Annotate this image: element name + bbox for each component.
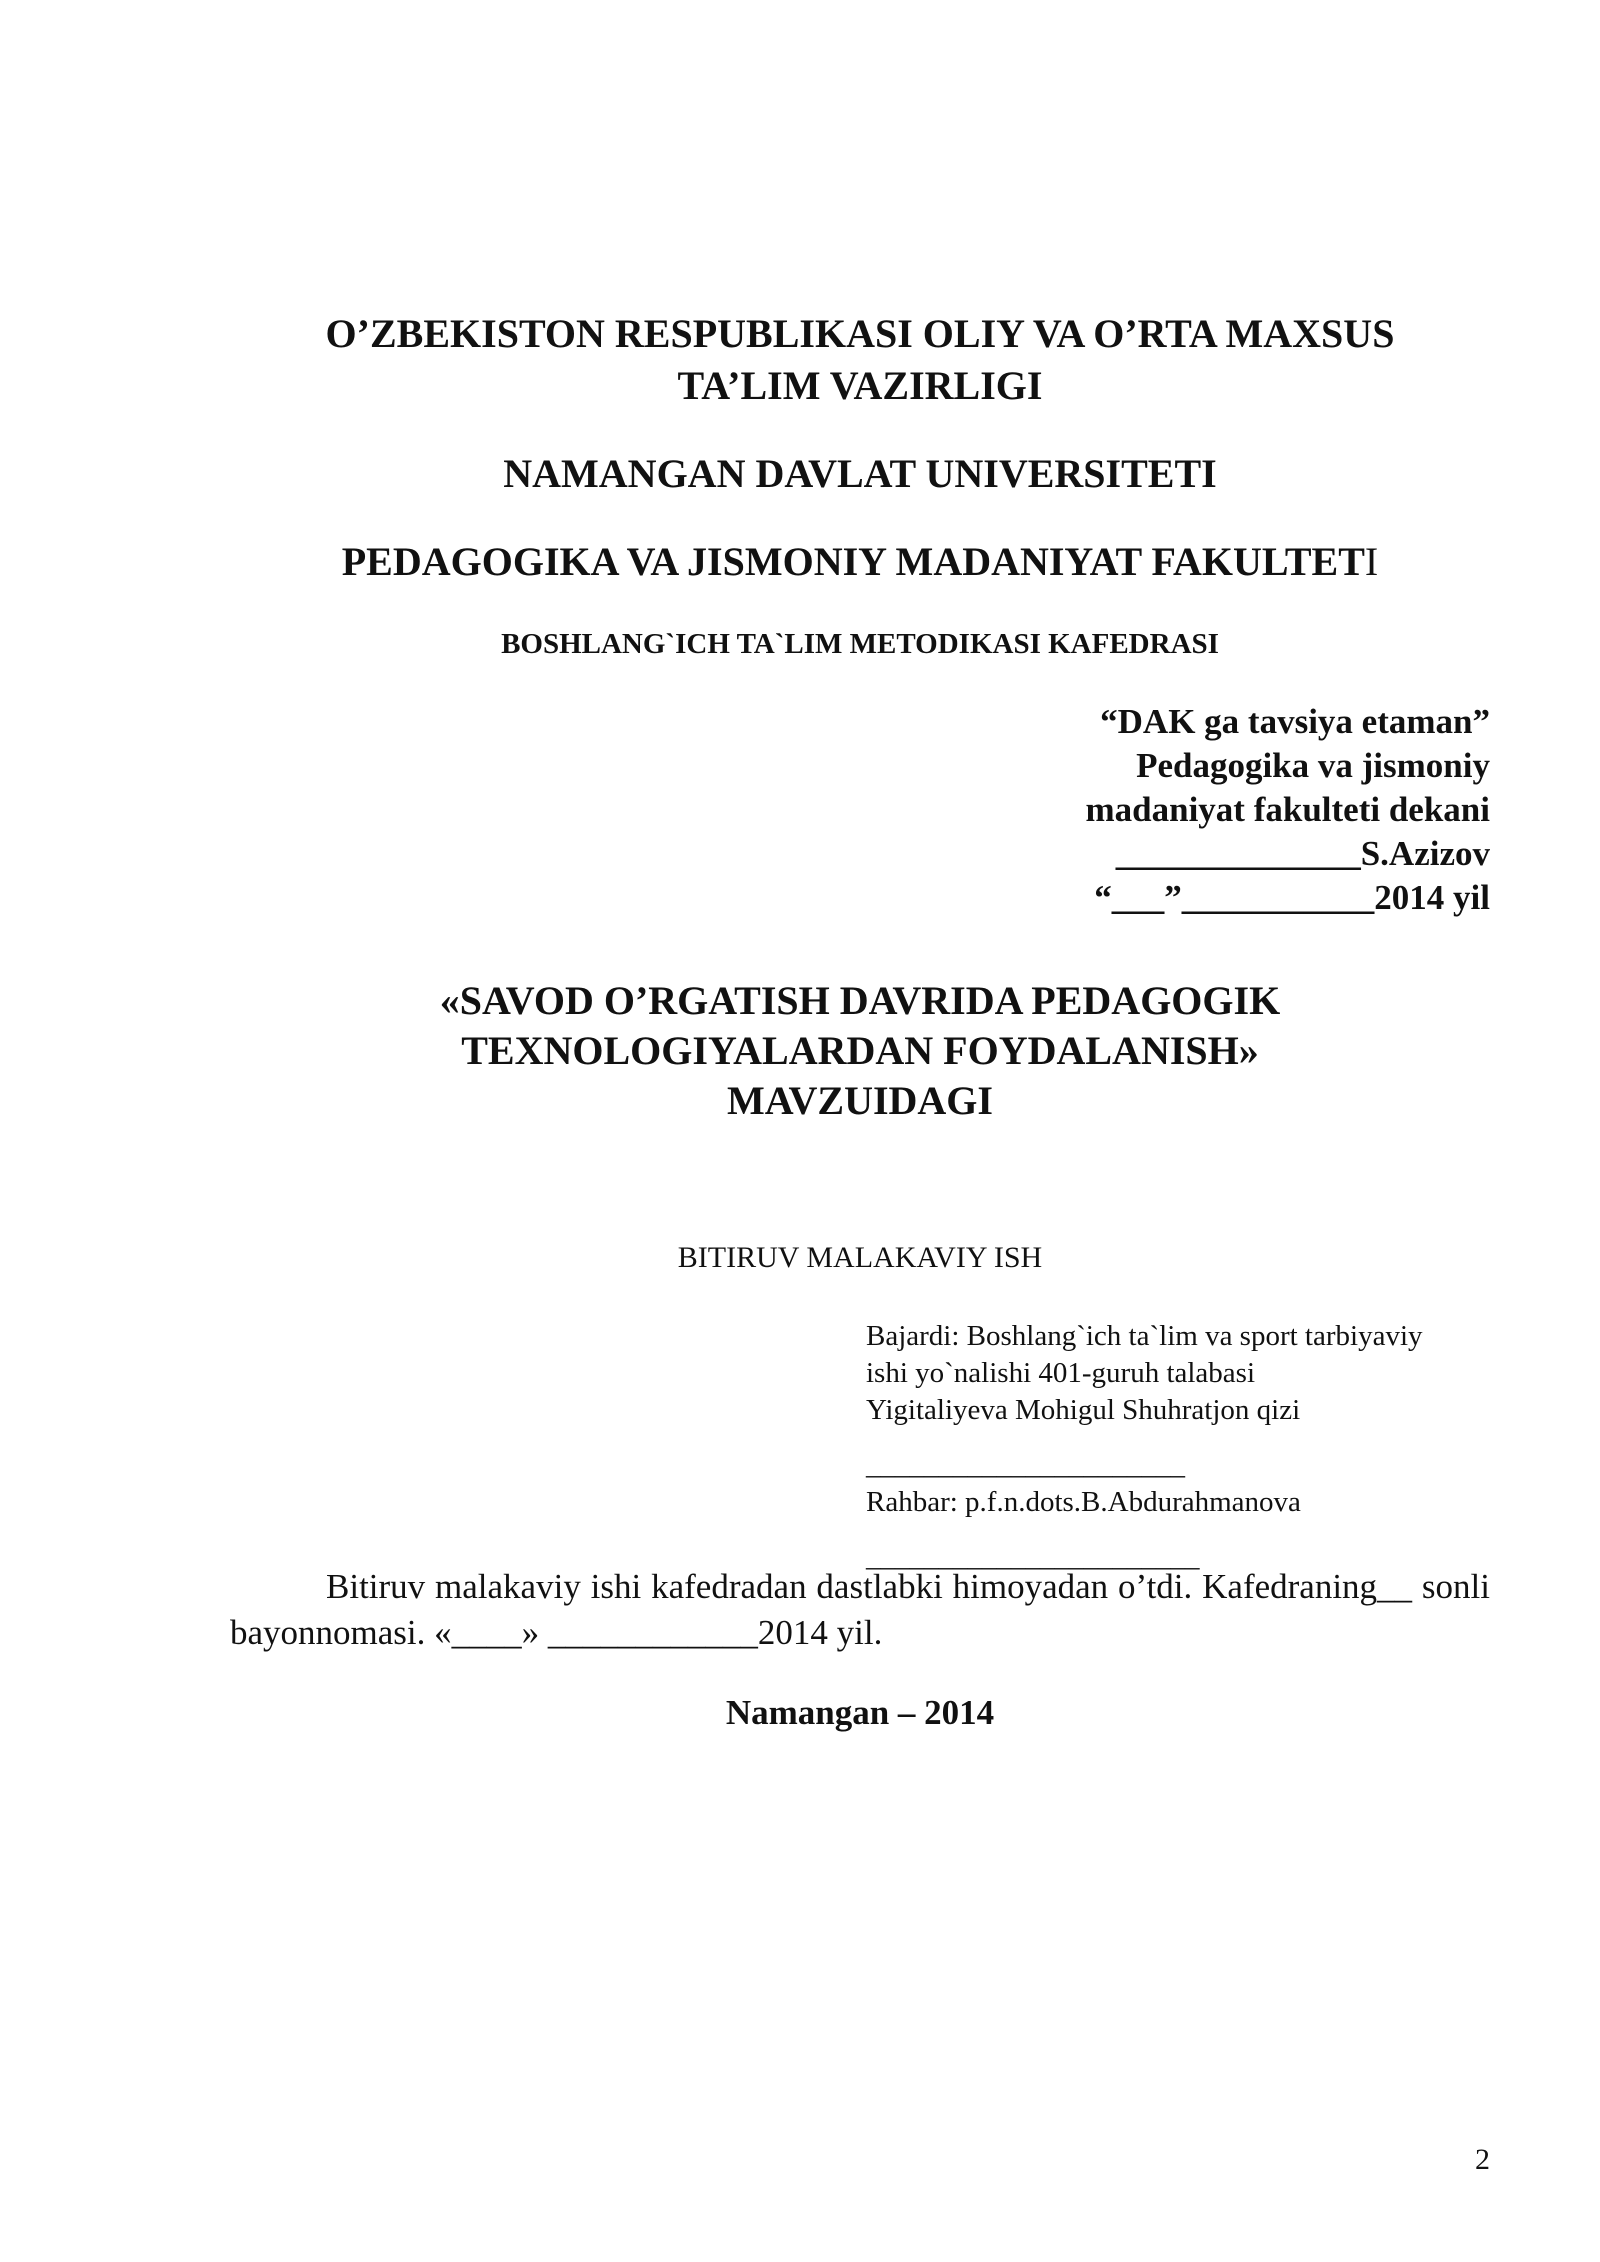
- faculty-title: [230, 536, 1490, 588]
- executor-signature-line: ______________________: [866, 1449, 1185, 1481]
- thesis-topic-line-3: MAVZUIDAGI: [727, 1078, 993, 1123]
- executor-block: [866, 1318, 1506, 1576]
- thesis-topic-line-1: «SAVOD O’RGATISH DAVRIDA PEDAGOGIK: [439, 978, 1281, 1023]
- ministry-title-line-1: O’ZBEKISTON RESPUBLIKASI OLIY VA O’RTA MAXSUS: [325, 311, 1395, 356]
- page-number: 2: [1475, 2143, 1490, 2176]
- executor-line-2: ishi yo`nalishi 401-guruh talabasi: [866, 1357, 1256, 1389]
- university-title: NAMANGAN DAVLAT UNIVERSITETI: [503, 451, 1217, 496]
- supervisor-line: Rahbar: p.f.n.dots.B.Abdurahmanova: [866, 1486, 1301, 1518]
- defense-note: [230, 1564, 1490, 1656]
- approval-line-3: madaniyat fakulteti dekani: [1085, 790, 1490, 829]
- approval-signature: ______________S.Azizov: [1115, 834, 1490, 873]
- approval-line-1: “DAK ga tavsiya etaman”: [1100, 702, 1490, 741]
- ministry-title-line-2: TA’LIM VAZIRLIGI: [677, 363, 1043, 408]
- approval-date: “___”___________2014 yil: [1094, 878, 1490, 917]
- executor-spacer: [866, 1429, 1506, 1447]
- approval-block: [890, 700, 1490, 920]
- thesis-topic: [230, 976, 1490, 1126]
- supervisor-signature-line: _______________________: [866, 1541, 1200, 1573]
- city-year: Namangan – 2014: [725, 1693, 995, 1732]
- faculty-title-last-letter: I: [1364, 539, 1379, 584]
- thesis-topic-line-2: TEXNOLOGIYALARDAN FOYDALANISH»: [461, 1028, 1259, 1073]
- defense-note-text: Bitiruv malakaviy ishi kafedradan dastlabki himoyadan o’tdi. Kafedraning__ sonli bayonnomasi. «____» ____________2014 yil.: [230, 1567, 1490, 1652]
- faculty-title-text: PEDAGOGIKA VA JISMONIY MADANIYAT FAKULTET: [341, 539, 1365, 584]
- approval-line-2: Pedagogika va jismoniy: [1136, 746, 1490, 785]
- supervisor-spacer: [866, 1521, 1506, 1539]
- work-type: BITIRUV MALAKAVIY ISH: [677, 1241, 1043, 1274]
- department-title: BOSHLANG`ICH TA`LIM METODIKASI KAFEDRASI: [501, 628, 1219, 660]
- ministry-title: [230, 308, 1490, 412]
- executor-line-1: Bajardi: Boshlang`ich ta`lim va sport tarbiyaviy: [866, 1320, 1423, 1352]
- executor-name: Yigitaliyeva Mohigul Shuhratjon qizi: [866, 1394, 1301, 1426]
